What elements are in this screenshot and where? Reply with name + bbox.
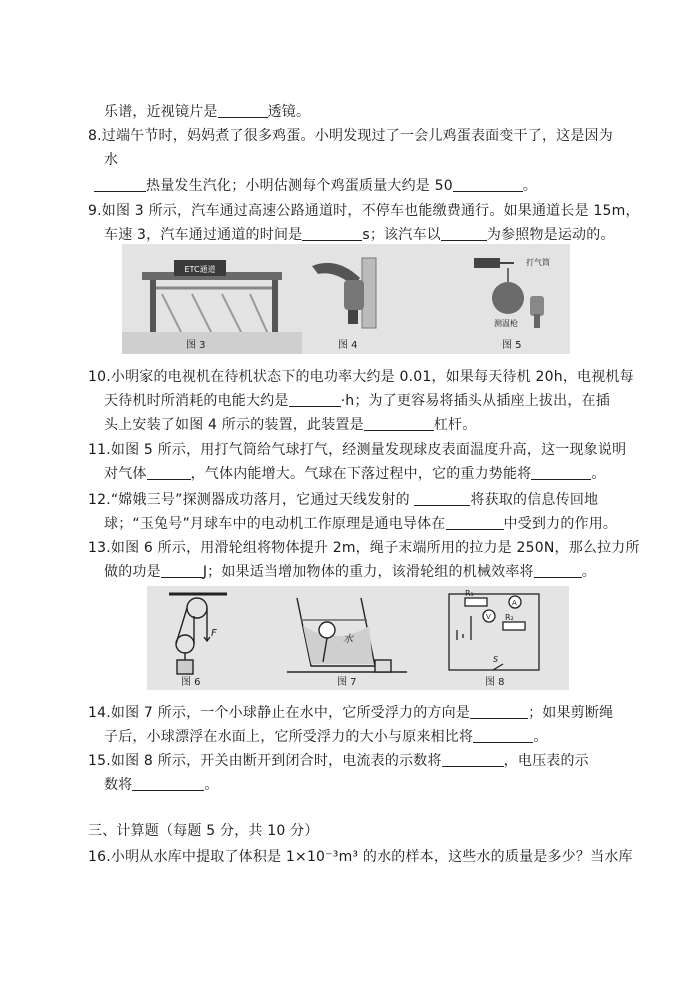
fig6-force-label: F [211, 628, 217, 639]
text-segment: 。 [204, 777, 219, 793]
text-line-l10 [88, 440, 626, 460]
answer-blank[interactable] [473, 728, 533, 743]
figure-strip-svg [147, 586, 569, 690]
text-line-l11 [104, 464, 606, 484]
text-segment: 乐谱，近视镜片是 [104, 104, 218, 120]
text-segment: 将获取的信息传回地 [470, 492, 599, 508]
text-segment: ·h；为了更容易将插头从插座上拔出，在插 [340, 393, 610, 409]
section-heading-calc [88, 821, 319, 841]
text-segment: ；如果剪断绳 [528, 705, 614, 721]
fig5-gun-label: 测温枪 [494, 319, 518, 328]
text-line-l13 [104, 514, 617, 534]
answer-blank[interactable] [147, 465, 191, 480]
text-line-l7 [88, 367, 634, 387]
fig8-r2-label: R₂ [505, 613, 514, 622]
answer-blank[interactable] [470, 704, 528, 719]
text-segment: 透镜。 [267, 104, 311, 120]
text-line-l1 [104, 102, 310, 122]
fig8-voltmeter-label: V [486, 613, 491, 621]
question-8: 8.过端午节时，妈妈煮了很多鸡蛋。小明发现过了一会儿鸡蛋表面变干了，这是因为 [88, 128, 613, 144]
text-segment: 。 [591, 466, 606, 482]
text-line-l15 [104, 562, 596, 582]
answer-blank[interactable] [302, 226, 362, 241]
fig3-caption: 图 3 [186, 340, 206, 351]
text-segment: 子后，小球漂浮在水面上，它所受浮力的大小与原来相比将 [104, 729, 474, 745]
answer-blank[interactable] [453, 177, 523, 192]
text-segment: ，气体内能增大。气球在下落过程中，它的重力势能将 [190, 466, 532, 482]
text-segment: J；如果适当增加物体的重力，该滑轮组的机械效率将 [202, 564, 534, 580]
question-15: 15.如图 8 所示，开关由断开到闭合时，电流表的示数将 [88, 753, 442, 769]
text-segment: 球；“玉兔号”月球车中的电动机工作原理是通电导体在 [104, 516, 446, 532]
fig8-ammeter-label: A [512, 599, 517, 607]
answer-blank[interactable] [218, 103, 268, 118]
text-segment: 做的功是 [104, 564, 161, 580]
text-line-l8 [104, 391, 610, 411]
text-segment: 天待机时所消耗的电能大约是 [104, 393, 289, 409]
answer-blank[interactable] [446, 515, 504, 530]
answer-blank[interactable] [531, 465, 591, 480]
answer-blank[interactable] [441, 226, 487, 241]
text-segment: s；该汽车以 [362, 227, 441, 243]
text-line-l12 [88, 490, 598, 510]
text-line-l5 [88, 201, 640, 221]
question-11: 11.如图 5 所示，用打气筒给气球打气，经测量发现球皮表面温度升高，这一现象说明 [88, 442, 627, 458]
fig5-pump-label: 打气筒 [526, 258, 550, 267]
text-line-l18 [88, 751, 589, 771]
text-line-l21 [88, 847, 633, 867]
text-segment: ，电压表的示 [503, 753, 589, 769]
text-segment: 对气体 [104, 466, 147, 482]
fig6-caption: 图 6 [181, 677, 201, 688]
answer-blank[interactable] [364, 416, 434, 431]
text-segment: 中受到力的作用。 [503, 516, 618, 532]
fig4-caption: 图 4 [338, 340, 358, 351]
answer-blank[interactable] [534, 563, 582, 578]
answer-blank[interactable] [414, 491, 470, 506]
answer-blank[interactable] [94, 177, 146, 192]
fig7-caption: 图 7 [337, 677, 357, 688]
text-segment: 。 [522, 178, 538, 194]
section-title: 三、计算题（每题 5 分，共 10 分） [88, 823, 319, 839]
fig8-switch-label: S [493, 655, 499, 664]
question-12: 12.“嫦娥三号”探测器成功落月，它通过天线发射的 [88, 492, 415, 508]
answer-blank[interactable] [289, 392, 341, 407]
text-line-l14 [88, 538, 640, 558]
text-segment: 。 [581, 564, 596, 580]
text-line-l19 [104, 775, 219, 795]
text-segment: 头上安装了如图 4 所示的装置，此装置是 [104, 417, 364, 433]
question-13: 13.如图 6 所示，用滑轮组将物体提升 2m，绳子末端所用的拉力是 250N，那么拉力所 [88, 540, 640, 556]
etc-sign-text: ETC通道 [184, 265, 216, 274]
text-line-l9 [104, 415, 476, 435]
answer-blank[interactable] [442, 752, 504, 767]
figure-strip-6-7-8 [147, 586, 569, 690]
text-segment: 热量发生汽化；小明估测每个鸡蛋质量大约是 50 [146, 178, 453, 194]
answer-blank[interactable] [161, 563, 203, 578]
text-segment: 。 [533, 729, 548, 745]
text-line-l4 [94, 176, 537, 196]
fig8-caption: 图 8 [485, 677, 505, 688]
figure-strip-3-4-5 [122, 244, 570, 354]
text-segment: 为参照物是运动的。 [486, 227, 615, 243]
question-10: 10.小明家的电视机在待机状态下的电功率大约是 0.01，如果每天待机 20h，电视机每 [88, 369, 634, 385]
text-segment: 水 [104, 152, 119, 168]
question-14: 14.如图 7 所示，一个小球静止在水中，它所受浮力的方向是 [88, 705, 471, 721]
text-segment: 数将 [104, 777, 133, 793]
text-line-l16 [88, 703, 613, 723]
text-line-l17 [104, 727, 547, 747]
question-16: 16.小明从水库中提取了体积是 1×10⁻³m³ 的水的样本，这些水的质量是多少？当水库 [88, 849, 633, 865]
text-line-l3 [104, 150, 118, 170]
figure-strip-svg [122, 244, 570, 354]
text-line-l2 [88, 126, 613, 146]
fig7-water-label: 水 [343, 634, 353, 645]
fig5-caption: 图 5 [502, 340, 522, 351]
text-segment: 车速 3，汽车通过通道的时间是 [104, 227, 303, 243]
answer-blank[interactable] [132, 776, 204, 791]
text-segment: 杠杆。 [433, 417, 477, 433]
fig8-r1-label: R₁ [465, 589, 474, 598]
question-9: 9.如图 3 所示，汽车通过高速公路通道时，不停车也能缴费通行。如果通道长是 15m， [88, 203, 640, 219]
text-line-l6 [104, 225, 615, 245]
